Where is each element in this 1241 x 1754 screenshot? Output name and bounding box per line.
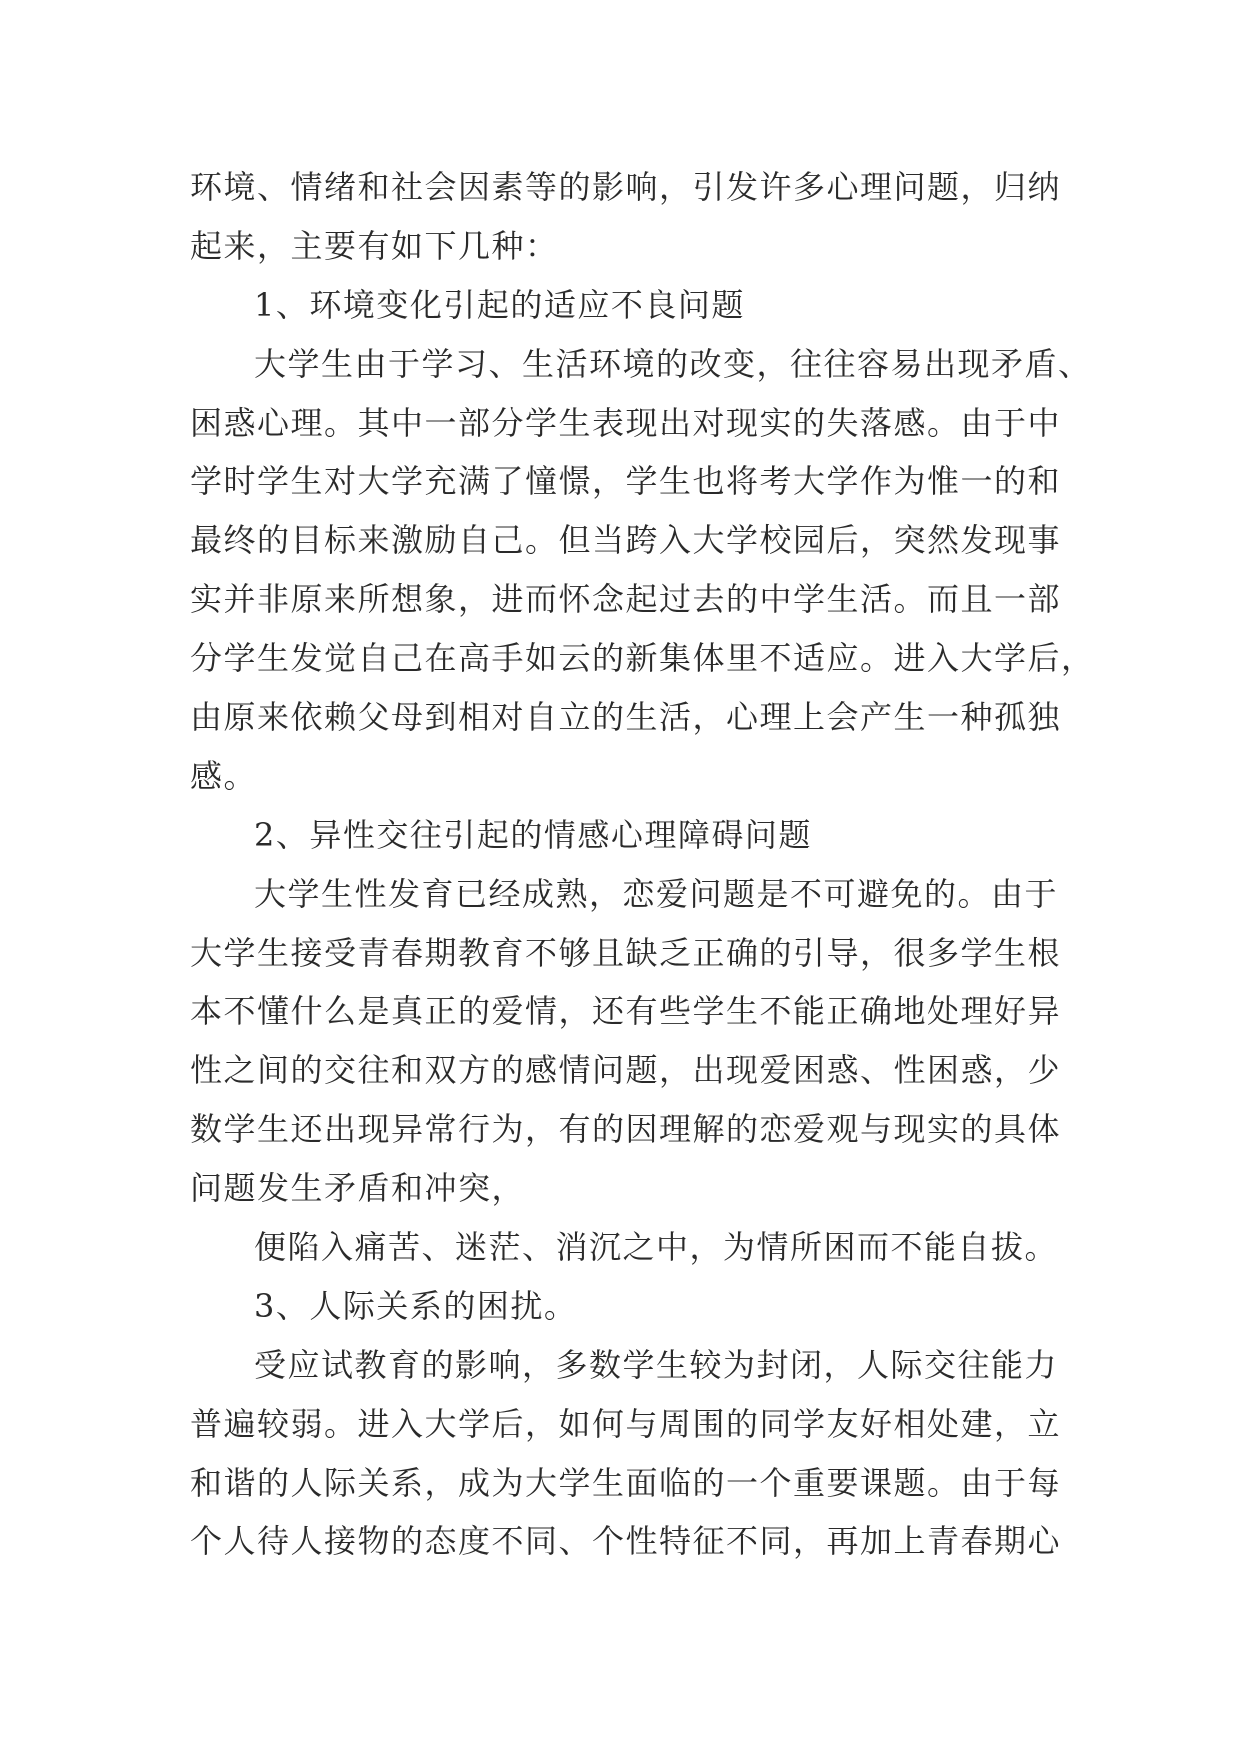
text-line: 环境、情绪和社会因素等的影响，引发许多心理问题，归纳 — [190, 168, 1062, 206]
text-line: 大学生接受青春期教育不够且缺乏正确的引导，很多学生根 — [190, 933, 1062, 972]
text-line: 最终的目标来激励自己。但当跨入大学校园后，突然发现事 — [190, 521, 1062, 560]
section-heading-3: 3、人际关系的困扰。 — [254, 1286, 578, 1325]
text-line: 问题发生矛盾和冲突， — [190, 1169, 526, 1208]
text-line: 和谐的人际关系，成为大学生面临的一个重要课题。由于每 — [190, 1463, 1062, 1502]
text-line: 分学生发觉自己在高手如云的新集体里不适应。进入大学后， — [190, 639, 1095, 678]
text-line: 实并非原来所想象，进而怀念起过去的中学生活。而且一部 — [190, 580, 1062, 619]
section-heading-2: 2、异性交往引起的情感心理障碍问题 — [254, 815, 812, 854]
paragraph-start: 大学生由于学习、生活环境的改变，往往容易出现矛盾、 — [254, 344, 1092, 383]
text-line: 起来，主要有如下几种： — [190, 226, 559, 265]
document-body — [190, 158, 1095, 1571]
text-line: 困惑心理。其中一部分学生表现出对现实的失落感。由于中 — [190, 403, 1062, 442]
text-line: 感。 — [190, 756, 258, 795]
paragraph-start: 便陷入痛苦、迷茫、消沉之中，为情所困而不能自拔。 — [254, 1228, 1059, 1267]
paragraph-start: 大学生性发育已经成熟，恋爱问题是不可避免的。由于 — [254, 874, 1059, 913]
paragraph-start: 受应试教育的影响，多数学生较为封闭，人际交往能力 — [254, 1345, 1059, 1384]
text-line: 普遍较弱。进入大学后，如何与周围的同学友好相处建，立 — [190, 1404, 1062, 1443]
text-line: 数学生还出现异常行为，有的因理解的恋爱观与现实的具体 — [190, 1110, 1062, 1149]
section-heading-1: 1、环境变化引起的适应不良问题 — [254, 285, 745, 324]
text-line: 由原来依赖父母到相对自立的生活，心理上会产生一种孤独 — [190, 698, 1062, 737]
text-line: 性之间的交往和双方的感情问题，出现爱困惑、性困惑，少 — [190, 1051, 1062, 1090]
text-line: 本不懂什么是真正的爱情，还有些学生不能正确地处理好异 — [190, 992, 1062, 1031]
text-line: 学时学生对大学充满了憧憬，学生也将考大学作为惟一的和 — [190, 462, 1062, 501]
text-line: 个人待人接物的态度不同、个性特征不同，再加上青春期心 — [190, 1522, 1062, 1561]
